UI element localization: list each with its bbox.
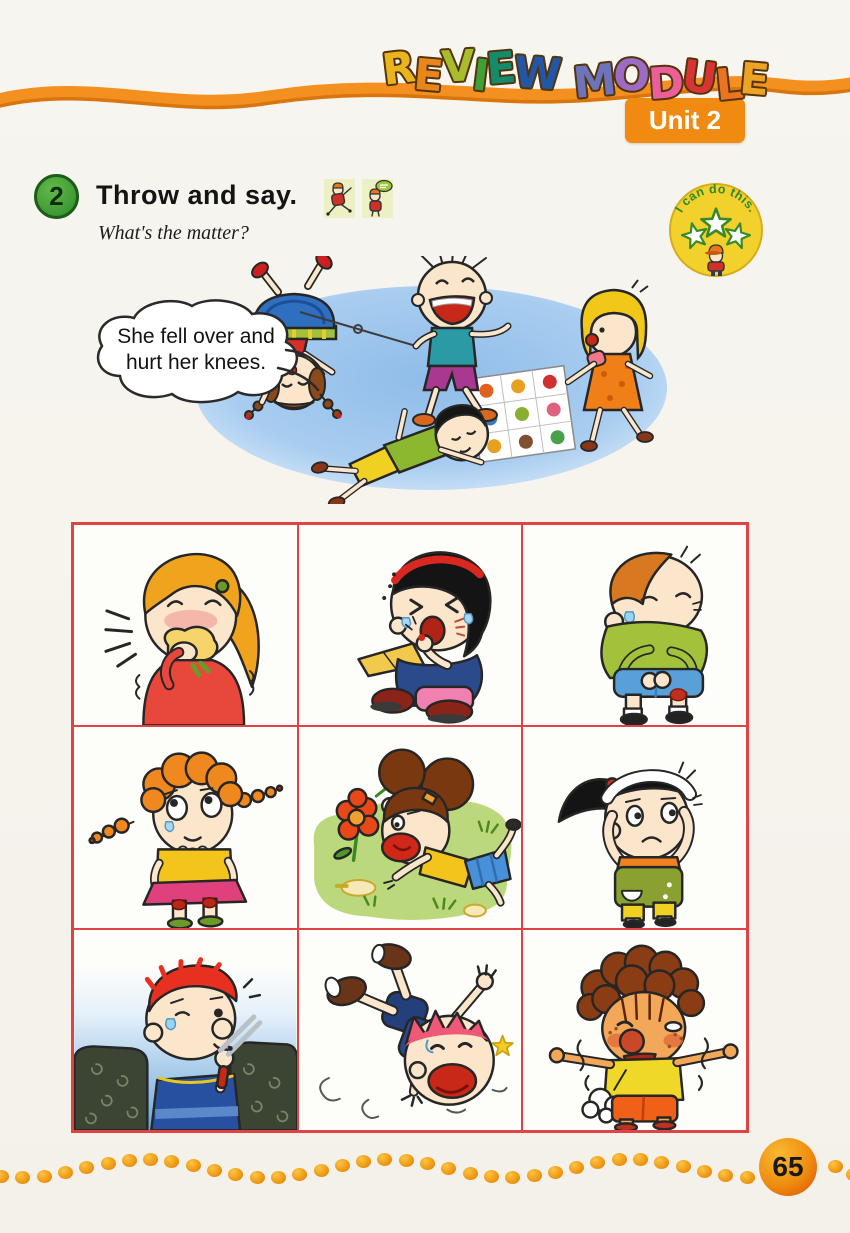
grid-cell-girl-hurt-knees bbox=[73, 726, 298, 928]
dot bbox=[314, 1164, 329, 1177]
dot bbox=[122, 1154, 137, 1167]
dot bbox=[505, 1171, 520, 1184]
grid-cell-boy-shivering-cold bbox=[522, 929, 747, 1131]
activity-title: Throw and say. bbox=[96, 180, 298, 210]
grid-cell-girl-worried bbox=[522, 726, 747, 928]
dot bbox=[15, 1171, 30, 1184]
dot bbox=[697, 1165, 712, 1178]
dot bbox=[0, 1170, 9, 1183]
throw-kid-icon bbox=[324, 179, 355, 218]
dot bbox=[399, 1154, 414, 1167]
activity-prompt: What's the matter? bbox=[98, 222, 249, 244]
dot bbox=[186, 1159, 201, 1172]
grid-cell-boy-cut-chin-with-shears bbox=[73, 929, 298, 1131]
dot bbox=[79, 1161, 94, 1174]
dot bbox=[484, 1170, 499, 1183]
banner-letter: O bbox=[611, 49, 651, 103]
dot bbox=[271, 1171, 286, 1184]
banner-letter: E bbox=[737, 53, 770, 107]
dot bbox=[143, 1153, 158, 1166]
speech-bubble bbox=[74, 294, 326, 410]
dot bbox=[463, 1167, 478, 1180]
banner-letter: E bbox=[411, 49, 444, 103]
activity-number: 2 bbox=[49, 181, 64, 211]
dot bbox=[828, 1160, 843, 1173]
grid-cell-girl-cut-finger bbox=[298, 524, 523, 726]
dot bbox=[335, 1159, 350, 1172]
dot bbox=[633, 1153, 648, 1166]
banner-letter: I bbox=[469, 50, 490, 102]
grid-cell-girl-fell-on-grass bbox=[298, 726, 523, 928]
activity-number-circle bbox=[34, 174, 79, 219]
dot bbox=[58, 1166, 73, 1179]
dot bbox=[250, 1171, 265, 1184]
dot bbox=[718, 1169, 733, 1182]
unit-label: Unit 2 bbox=[648, 105, 722, 135]
banner-letter: W bbox=[512, 47, 562, 101]
page-number-circle bbox=[759, 1138, 817, 1196]
dot bbox=[420, 1157, 435, 1170]
grid-cell-boy-falling-over bbox=[298, 929, 523, 1131]
speech-bubble-text: She fell over and hurt her knees. bbox=[117, 325, 275, 374]
dot bbox=[228, 1168, 243, 1181]
banner-word-module bbox=[570, 49, 770, 112]
banner-letter: U bbox=[678, 50, 718, 106]
say-kid-icon bbox=[362, 179, 393, 218]
dot bbox=[846, 1168, 850, 1181]
dot bbox=[207, 1164, 222, 1177]
page-number: 65 bbox=[772, 1151, 804, 1182]
grid-cell-boy-hurt-leg bbox=[522, 524, 747, 726]
dot bbox=[740, 1171, 755, 1184]
dot bbox=[590, 1156, 605, 1169]
grid-cell-girl-sneezing bbox=[73, 524, 298, 726]
dot bbox=[441, 1162, 456, 1175]
banner-letter: D bbox=[646, 57, 684, 111]
banner-letter: M bbox=[570, 54, 617, 109]
dot bbox=[377, 1153, 392, 1166]
dot bbox=[164, 1155, 179, 1168]
banner-word-review bbox=[379, 41, 562, 103]
dot bbox=[37, 1170, 52, 1183]
dot bbox=[356, 1155, 371, 1168]
dot bbox=[101, 1157, 116, 1170]
dot bbox=[548, 1166, 563, 1179]
review-module-banner bbox=[379, 41, 770, 112]
picture-grid bbox=[71, 522, 749, 1133]
dot bbox=[569, 1161, 584, 1174]
dot bbox=[292, 1168, 307, 1181]
banner-letter: E bbox=[484, 42, 516, 96]
banner-letter: R bbox=[379, 42, 417, 96]
i-can-do-this-badge bbox=[664, 178, 768, 278]
dot bbox=[612, 1153, 627, 1166]
dot bbox=[654, 1156, 669, 1169]
banner-letter: V bbox=[439, 41, 474, 93]
badge-label: I can do this. bbox=[672, 181, 760, 215]
activity-icons bbox=[324, 179, 393, 218]
dot bbox=[527, 1169, 542, 1182]
dot bbox=[676, 1160, 691, 1173]
banner-letter: L bbox=[712, 58, 744, 112]
